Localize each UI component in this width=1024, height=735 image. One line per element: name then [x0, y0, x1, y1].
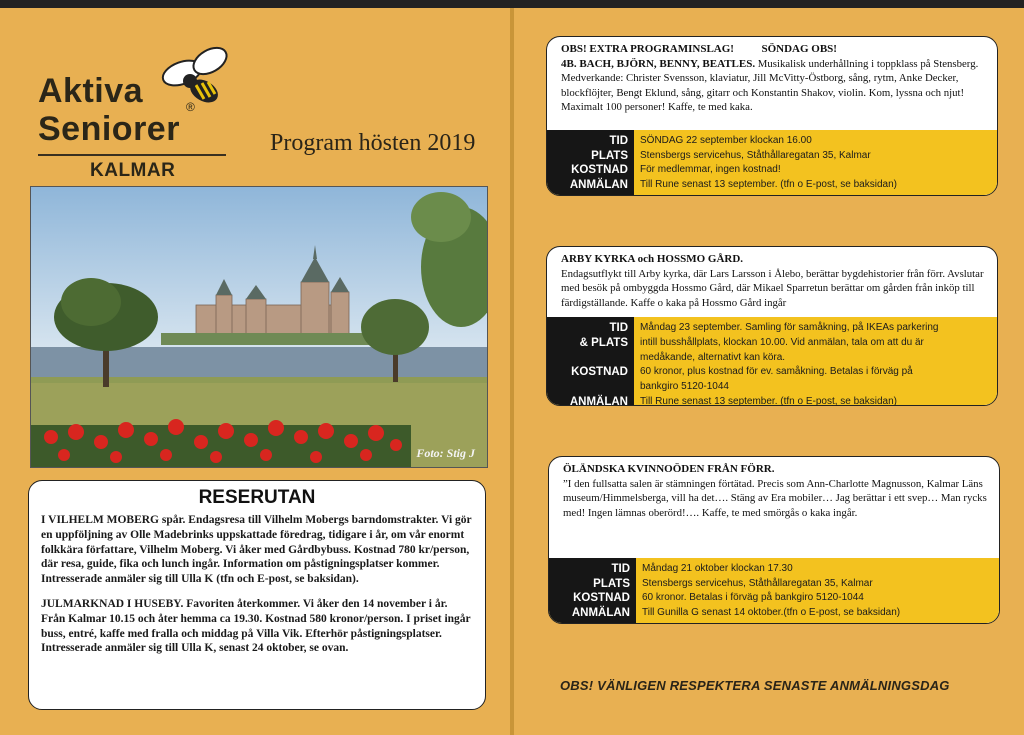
trip-moberg-contact: Intresserade anmäler sig till Ulla K (tfn och E-post, se baksidan).	[41, 573, 359, 586]
event-labels	[547, 317, 634, 405]
bee-icon	[160, 45, 232, 115]
value-plats: Stensbergs servicehus, Ståthållaregatan 35, Kalmar	[640, 149, 871, 161]
value-line: bankgiro 5120-1044	[640, 381, 729, 393]
logo-line-2: Seniorer	[38, 110, 180, 148]
label-plats: & PLATS	[579, 336, 628, 349]
label-anmalan: ANMÄLAN	[571, 607, 630, 620]
label-tid: TID	[609, 322, 628, 334]
value-kostnad: 60 kronor. Betalas i förväg på bankgiro 5120-1044	[642, 592, 864, 604]
value-anmalan: Till Rune senast 13 september. (tfn o E-post, se baksidan)	[640, 179, 897, 191]
event-values	[636, 558, 999, 623]
value-tid: SÖNDAG 22 september klockan 16.00	[640, 134, 812, 146]
event-values	[634, 317, 997, 405]
event-values	[634, 130, 997, 195]
event-text: Endagsutflykt till Arby kyrka, där Lars Larsson i Ålebo, berättar bygdehistorier från förr. Avslutar med besök på ombyggda Hossmo Gård, där Mikael Sparretun berättar om gården från inköp till färdigställande. Kaffe o kaka på Hossmo Gård ingår	[561, 267, 984, 309]
event-subtitle: 4B. BACH, BJÖRN, BENNY, BEATLES.	[561, 57, 756, 70]
logo-line-1: Aktiva	[38, 72, 144, 110]
label-kostnad: KOSTNAD	[571, 164, 628, 177]
event-text: ”I den fullsatta salen är stämningen förtätad. Precis som Ann-Charlotte Magnusson, Kalmar Läns museum/Himmelsberga, vill ha det…. Stäng av Era mobiler… Jag berättar i ett svep… Man rycks med! Ingen lämnas oberörd!…. Kaffe, te med smörgås o kaka ingår.	[563, 477, 987, 519]
registered-mark: ®	[186, 100, 195, 114]
trip-huseby-contact: Intresserade anmäler sig till Ulla K, senast 24 oktober, se ovan.	[41, 642, 349, 655]
program-title: Program hösten 2019	[270, 130, 476, 156]
label-tid: TID	[609, 134, 628, 147]
logo-city: KALMAR	[90, 160, 176, 181]
reserutan-title: RESERUTAN	[198, 487, 316, 508]
value-kostnad: 60 kronor, plus kostnad för ev. samåkning. Betalas i förväg på	[640, 366, 913, 378]
event-card-arby	[546, 246, 998, 406]
event-description	[549, 457, 999, 524]
event-labels	[549, 558, 636, 623]
trip-moberg-text: I VILHELM MOBERG spår. Endagsresa till Vilhelm Mobergs barndomstrakter. Vi gör en uppföljning av Olle Madebrinks uppskattade föredrag, tidigare i år, om vår enormt folkkära författare, Vilhelm Moberg. Vi åker med Gårdbybuss. Kostnad 780 kr/person, där resa, guide, fika och lunch ingår. Information om påstigningsplatser kommer.	[41, 514, 472, 571]
value-anmalan: Till Rune senast 13 september. (tfn o E-post, se baksidan)	[640, 395, 897, 406]
event-labels	[547, 130, 634, 195]
trip-huseby-text: JULMARKNAD I HUSEBY. Favoriten återkommer. Vi åker den 14 november i år. Från Kalmar 10.15 och åter hemma ca 19.30. Kostnad 580 kronor/person. I priset ingår buss, entré, kaffe med fralla och middag på Villa Vik. Efterhör påstigningsplatser.	[41, 597, 471, 640]
event-details	[549, 558, 999, 623]
event-text: Musikalisk underhållning i toppklass på Stensberg. Medverkande: Christer Svensson, klaviatur, Jill McVitty-Östborg, sång, rytm, Anke Decker, blockflöjter, Bengt Eklund, sång, gitarr och Konstantin Shakov, violin. Kom, lyssna och njut! Maximalt 100 personer! Kaffe, te med kaka.	[561, 57, 979, 113]
event-title: ÖLÄNDSKA KVINNOÖDEN FRÅN FÖRR.	[563, 463, 775, 475]
event-card-olandska	[548, 456, 1000, 624]
value-tid: Måndag 21 oktober klockan 17.30	[642, 562, 793, 574]
label-spacer	[547, 351, 628, 366]
castle-photo	[30, 186, 488, 468]
event-card-beatles	[546, 36, 998, 196]
photo-credit: Foto: Stig J	[416, 446, 475, 460]
event-details	[547, 130, 997, 195]
event-description	[547, 37, 997, 119]
logo	[38, 72, 180, 148]
label-spacer	[547, 380, 628, 395]
value-line: intill busshållplats, klockan 10.00. Vid anmälan, tala om att du är	[640, 336, 924, 348]
event-title: ARBY KYRKA och HOSSMO GÅRD.	[561, 253, 744, 265]
event-description	[547, 247, 997, 314]
label-anmalan: ANMÄLAN	[569, 395, 628, 406]
value-line: medåkande, alternativt kan köra.	[640, 351, 786, 363]
footer-note: OBS! VÄNLIGEN RESPEKTERA SENASTE ANMÄLNINGSDAG	[560, 678, 950, 693]
value-anmalan: Till Gunilla G senast 14 oktober.(tfn o E-post, se baksidan)	[642, 607, 901, 619]
logo-divider	[38, 154, 226, 156]
reserutan-trip-moberg	[41, 513, 473, 587]
label-tid: TID	[611, 562, 630, 575]
label-plats: PLATS	[591, 149, 628, 162]
reserutan-trip-huseby	[41, 597, 473, 656]
value-plats: Stensbergs servicehus, Ståthållaregatan 35, Kalmar	[642, 577, 873, 589]
label-plats: PLATS	[593, 577, 630, 590]
reserutan-box	[28, 480, 486, 710]
label-kostnad: KOSTNAD	[571, 366, 628, 379]
event-title: OBS! EXTRA PROGRAMINSLAG! SÖNDAG OBS!	[561, 43, 837, 55]
label-kostnad: KOSTNAD	[573, 592, 630, 605]
label-anmalan: ANMÄLAN	[569, 179, 628, 192]
value-line: Måndag 23 september. Samling för samåkning, på IKEAs parkering	[640, 322, 939, 333]
value-kostnad: För medlemmar, ingen kostnad!	[640, 164, 781, 176]
event-details	[547, 317, 997, 405]
